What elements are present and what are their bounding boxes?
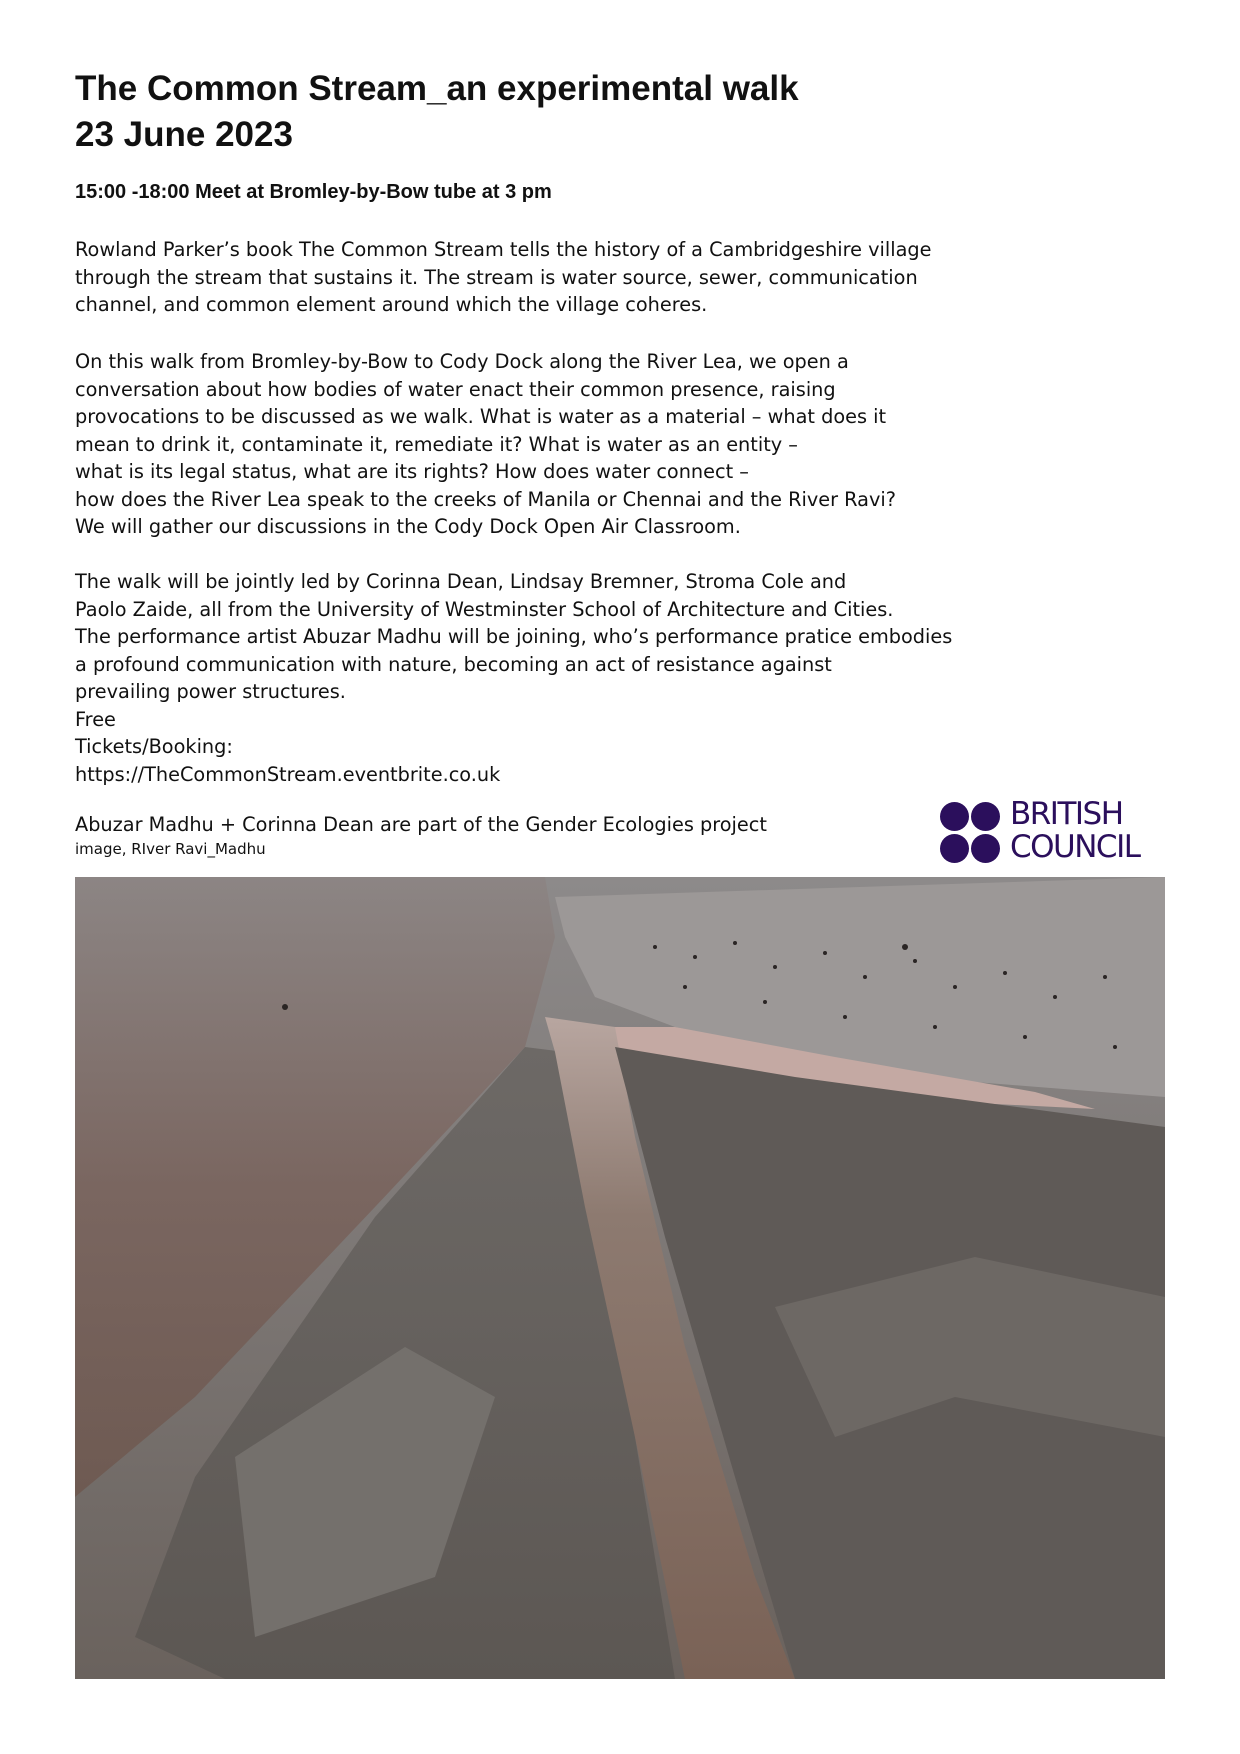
british-council-logo bbox=[940, 796, 1165, 865]
tickets-label: Tickets/Booking: bbox=[75, 735, 233, 758]
text-line: Paolo Zaide, all from the University of Westminster School of Architecture and Cities. bbox=[75, 597, 894, 621]
text-line: mean to drink it, contaminate it, remediate it? What is water as an entity – bbox=[75, 432, 798, 456]
text-line: On this walk from Bromley-by-Bow to Cody Dock along the River Lea, we open a bbox=[75, 350, 849, 373]
text-line: through the stream that sustains it. The stream is water source, sewer, communication bbox=[75, 265, 918, 289]
text-line: The walk will be jointly led by Corinna Dean, Lindsay Bremner, Stroma Cole and bbox=[75, 570, 847, 593]
title-line: The Common Stream_an experimental walk bbox=[75, 69, 799, 108]
logo-wordmark bbox=[1010, 798, 1139, 864]
text-line: what is its legal status, what are its rights? How does water connect – bbox=[75, 460, 749, 483]
river-photo bbox=[75, 877, 1165, 1679]
text-line: Rowland Parker’s book The Common Stream tells the history of a Cambridgeshire village bbox=[75, 238, 932, 261]
logo-line: BRITISH bbox=[1010, 796, 1123, 832]
price-label: Free bbox=[75, 707, 116, 731]
logo-dots-icon bbox=[940, 800, 1002, 864]
booking-link[interactable]: https://TheCommonStream.eventbrite.co.uk bbox=[75, 762, 501, 786]
text-line: how does the River Lea speak to the creeks of Manila or Chennai and the River Ravi? bbox=[75, 487, 896, 511]
text-line: prevailing power structures. bbox=[75, 680, 346, 703]
text-line: The performance artist Abuzar Madhu will be joining, who’s performance pratice embodies bbox=[75, 625, 953, 648]
text-line: provocations to be discussed as we walk. What is water as a material – what does it bbox=[75, 405, 887, 428]
image-credit: image, RIver Ravi_Madhu bbox=[75, 840, 266, 858]
text-line: a profound communication with nature, becoming an act of resistance against bbox=[75, 652, 832, 676]
poster-title bbox=[75, 66, 975, 158]
text-line: conversation about how bodies of water enact their common presence, raising bbox=[75, 377, 836, 401]
intro-paragraph bbox=[75, 236, 1115, 319]
title-date: 23 June 2023 bbox=[75, 115, 293, 154]
logo-line: COUNCIL bbox=[1010, 829, 1140, 865]
leaders-paragraph bbox=[75, 568, 1115, 788]
text-line: channel, and common element around which the village coheres. bbox=[75, 293, 708, 316]
text-line: We will gather our discussions in the Cody Dock Open Air Classroom. bbox=[75, 515, 741, 538]
walk-description-paragraph bbox=[75, 348, 1115, 541]
river-photo-illustration bbox=[75, 877, 1165, 1679]
project-credit: Abuzar Madhu + Corinna Dean are part of the Gender Ecologies project bbox=[75, 813, 767, 836]
meeting-info: 15:00 -18:00 Meet at Bromley-by-Bow tube at 3 pm bbox=[75, 181, 552, 203]
